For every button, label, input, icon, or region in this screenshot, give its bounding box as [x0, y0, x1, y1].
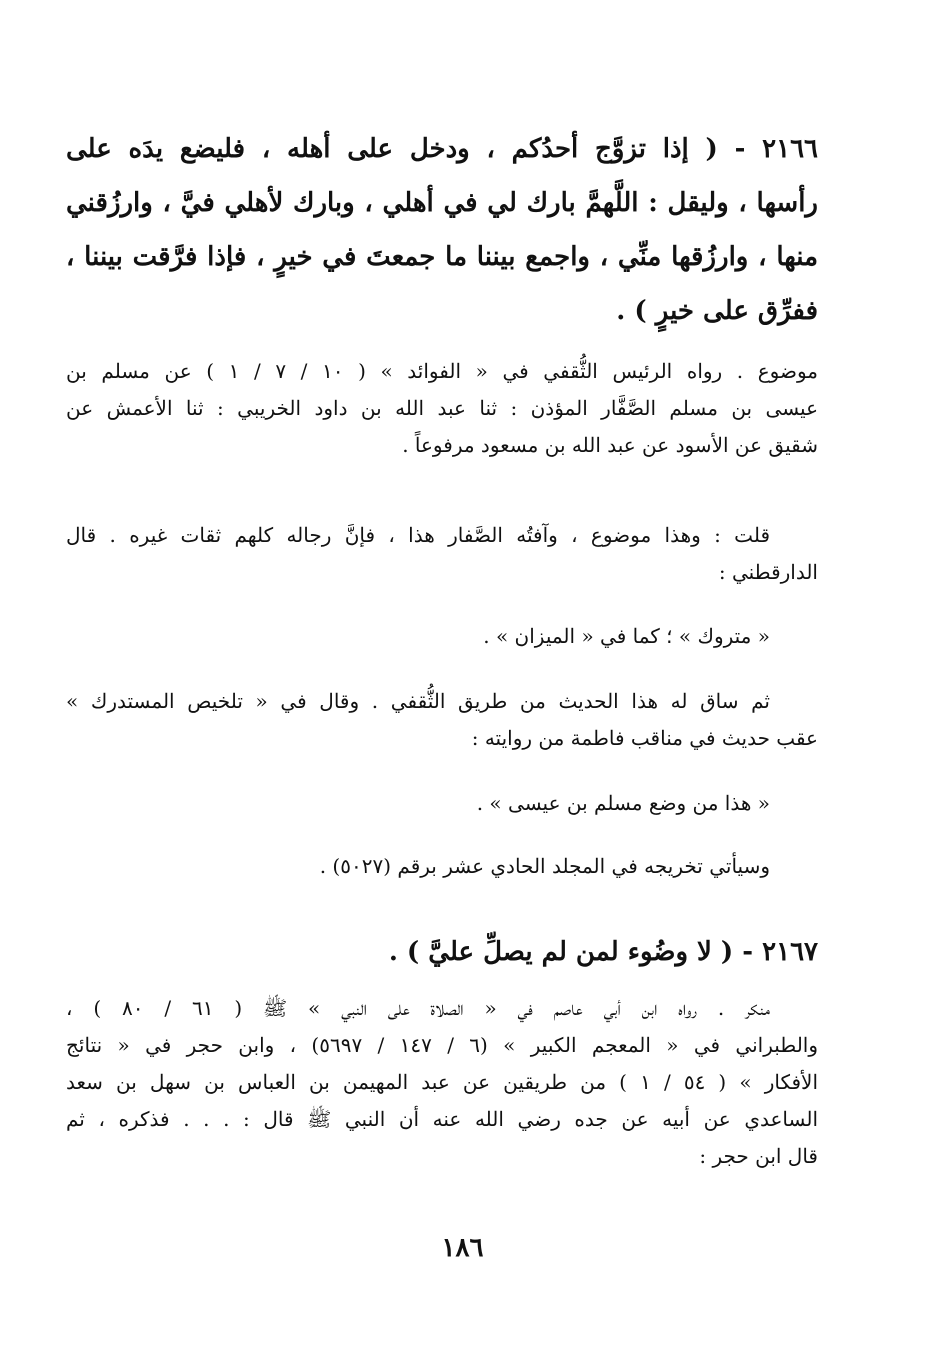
hadith-2167-title — [66, 925, 818, 979]
thumma-paragraph — [66, 683, 818, 757]
quote-1 — [66, 618, 818, 655]
thumma-line-2: عقب حديث في مناقب فاطمة من روايته : — [471, 726, 818, 750]
h2167-line-5: قال ابن حجر : — [699, 1144, 818, 1168]
hadith-2166-text — [66, 122, 818, 338]
qultu-line-2: الدارقطني : — [718, 560, 818, 584]
quote-2 — [66, 785, 818, 822]
page-number: ١٨٦ — [441, 1233, 484, 1263]
h2167-line-3: الأفكار » ( ٥٤ / ١ ) من طريقين عن عبد المهيمن بن العباس بن سهل بن سعد — [66, 1070, 818, 1094]
qultu-paragraph — [66, 517, 818, 591]
grade-line-1: موضوع . رواه الرئيس الثُّقفي في « الفوائد » ( ١٠ / ٧ / ١ ) عن مسلم بن — [66, 359, 818, 383]
hadith-2166-line-2: رأسها ، وليقل : اللَّهمَّ بارك لي في أهلي ، وبارك لأهلي فيَّ ، وارزُقني — [66, 188, 818, 218]
grade-line-2: عيسى بن مسلم الصَّفَّار المؤذن : ثنا عبد الله بن داود الخريبي : ثنا الأعمش عن — [66, 396, 818, 420]
sayati-line: وسيأتي تخريجه في المجلد الحادي عشر برقم (٥٠٢٧) . — [319, 854, 770, 878]
sayati-line-block — [66, 848, 818, 885]
h2167-line-1: منكر . رواه ابن أبي عاصم في « الصلاة على النبي » ﷺ ( ٦١ / ٨٠ ) ، — [66, 996, 770, 1020]
hadith-2167-grade-paragraph — [66, 990, 818, 1175]
h2167-line-2: والطبراني في « المعجم الكبير » (٦ / ١٤٧ / ٥٦٩٧) ، وابن حجر في « نتائج — [66, 1033, 818, 1057]
hadith-2166-line-1: ٢١٦٦ - ( إذا تزوَّج أحدُكم ، ودخل على أهله ، فليضع يدَه على — [66, 134, 818, 164]
grade-line-3: شقيق عن الأسود عن عبد الله بن مسعود مرفوعاً . — [402, 433, 818, 457]
hadith-2166-line-3: منها ، وارزُقها منِّي ، واجمع بيننا ما جمعتَ في خيرٍ ، فإذا فرَّقت بيننا ، — [66, 242, 818, 272]
quote-2-line: « هذا من وضع مسلم بن عيسى » . — [476, 791, 770, 815]
hadith-2166-line-4: ففرِّق على خيرٍ ) . — [616, 296, 818, 326]
qultu-line-1: قلت : وهذا موضوع ، وآفتُه الصَّفار هذا ، فإنَّ رجاله كلهم ثقات غيره . قال — [66, 523, 770, 547]
h2167-line-4: الساعدي عن أبيه عن جده رضي الله عنه أن النبي ﷺ قال : . . . فذكره ، ثم — [66, 1107, 818, 1131]
quote-1-line: « متروك » ؛ كما في « الميزان » . — [483, 624, 770, 648]
thumma-line-1: ثم ساق له هذا الحديث من طريق الثُّقفي . وقال في « تلخيص المستدرك » — [66, 689, 770, 713]
hadith-2166-grade-paragraph — [66, 353, 818, 464]
hadith-2167-title-line: ٢١٦٧ - ( لا وضُوء لمن لم يصلِّ عليَّ ) . — [388, 937, 818, 967]
